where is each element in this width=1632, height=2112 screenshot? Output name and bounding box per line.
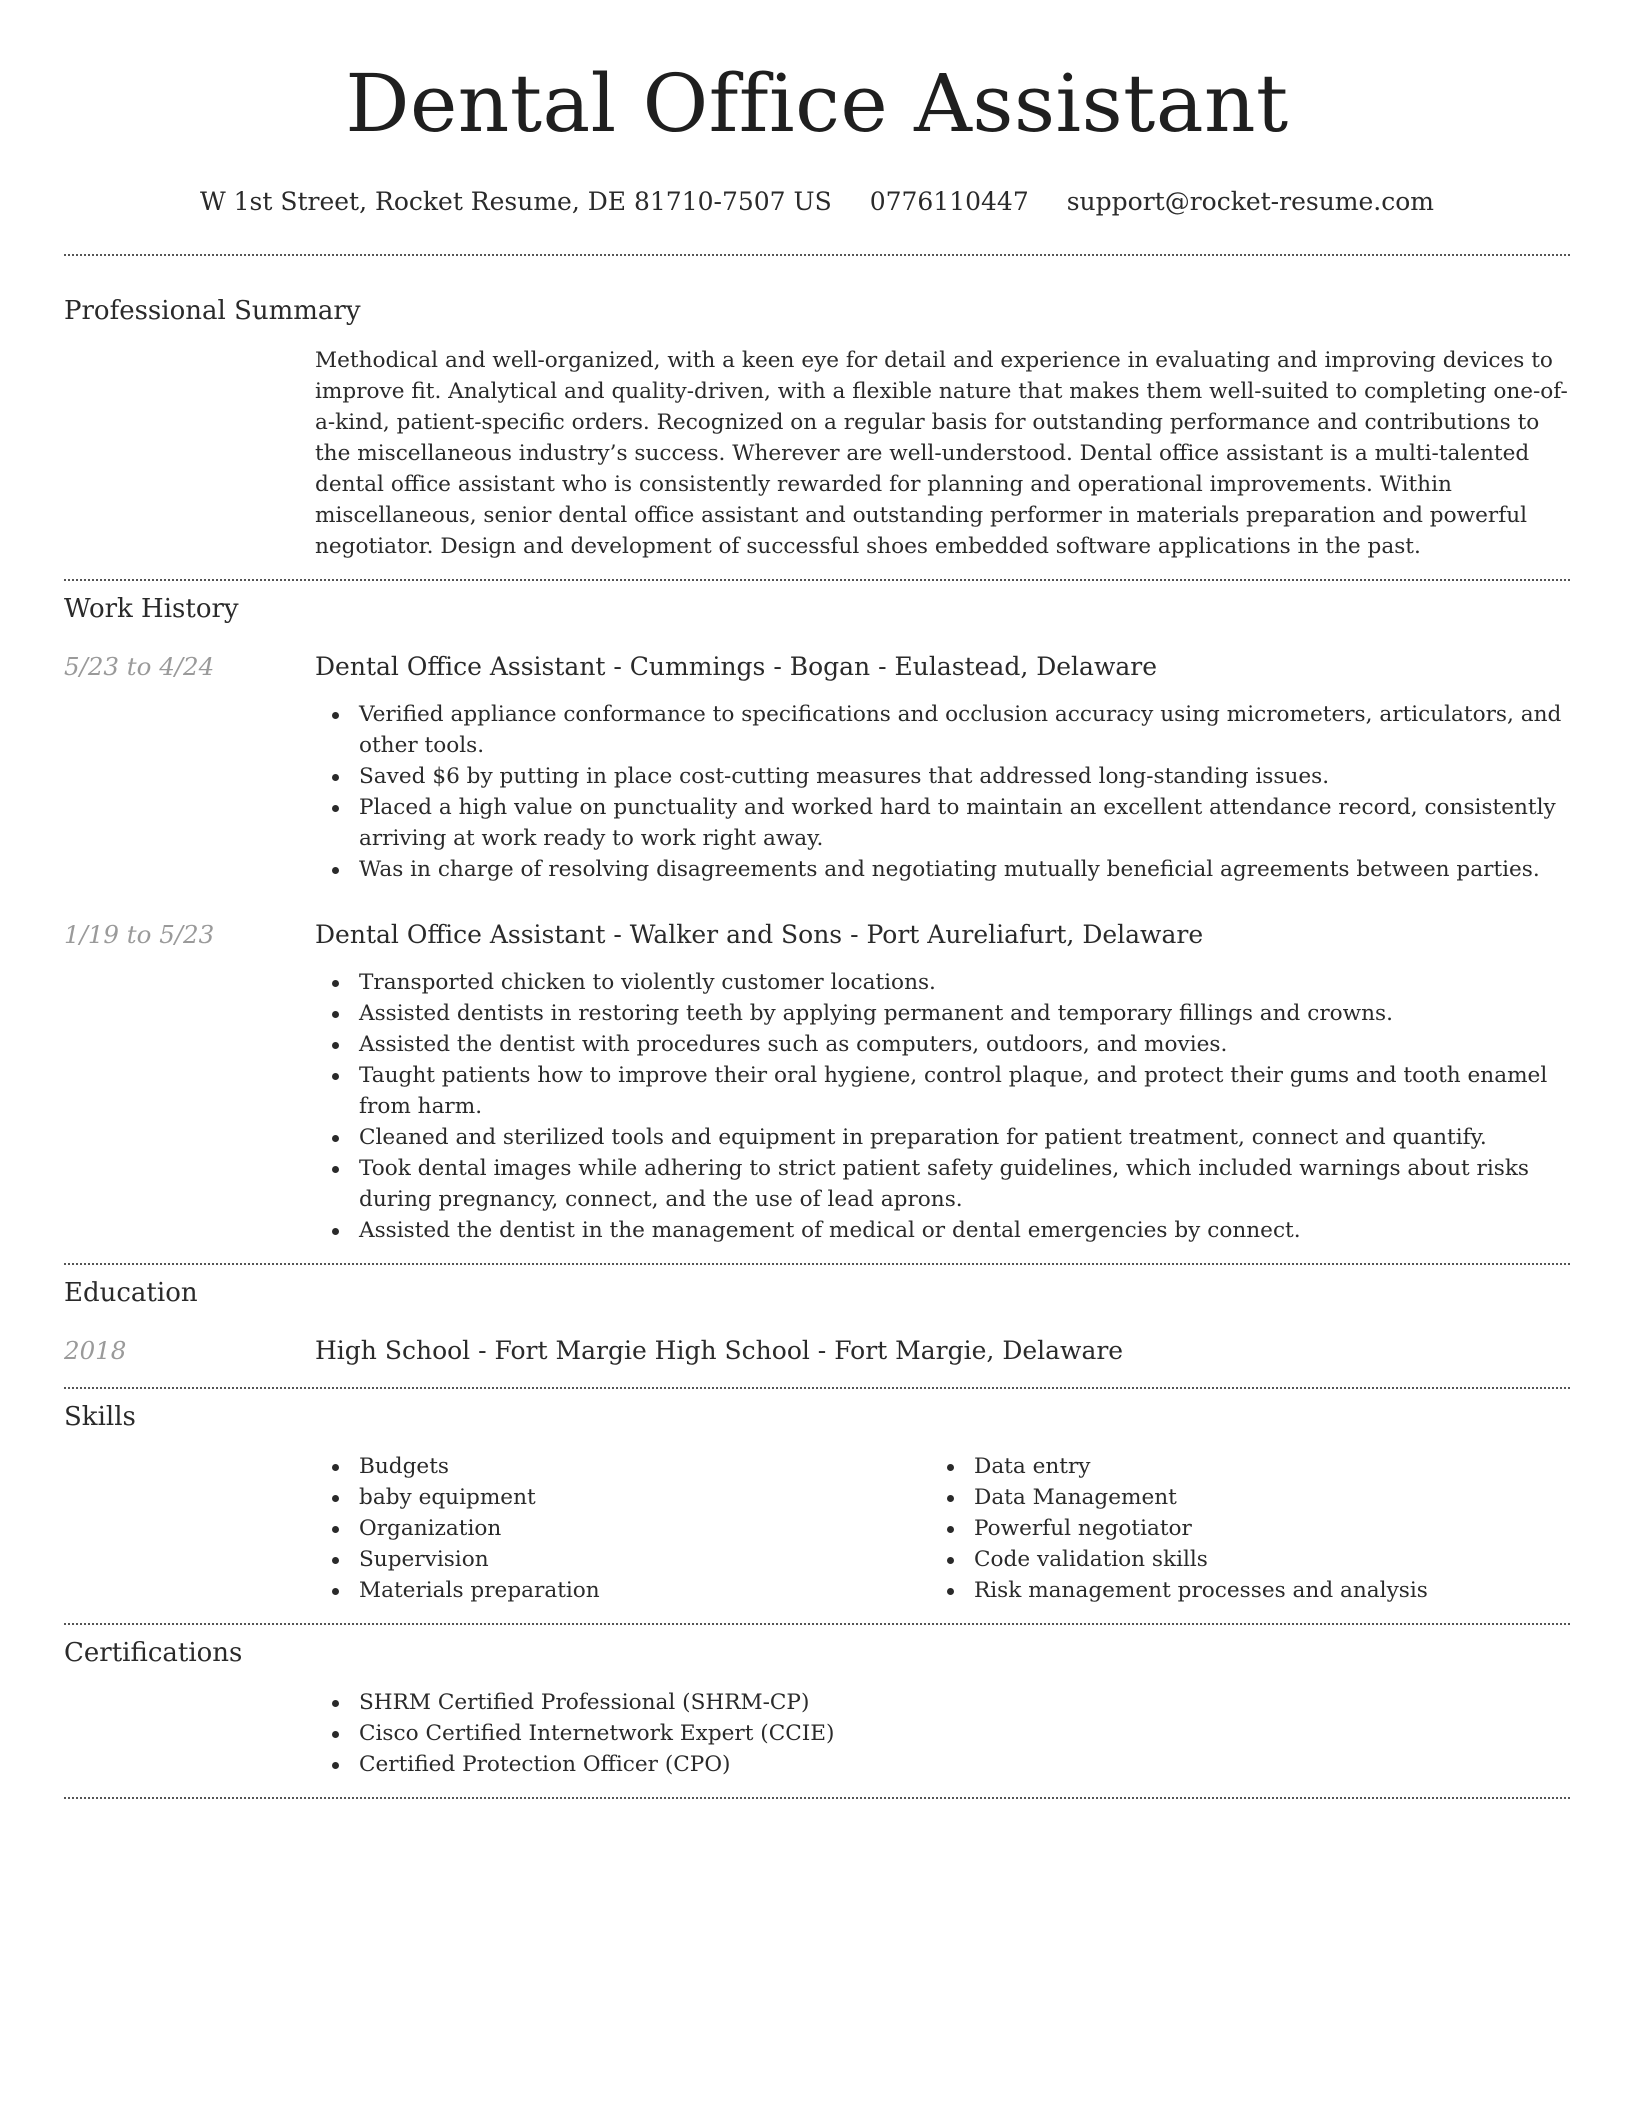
work-section	[64, 581, 1570, 1246]
certifications-list	[315, 1687, 1570, 1780]
list-item: Taught patients how to improve their oral hygiene, control plaque, and protect their gums and tooth enamel from harm.	[315, 1060, 1570, 1122]
education-entry	[64, 1335, 1570, 1367]
list-item: Powerful negotiator	[930, 1513, 1545, 1544]
list-item: Assisted the dentist in the management of medical or dental emergencies by connect.	[315, 1215, 1570, 1246]
education-section	[64, 1265, 1570, 1367]
section-title-skills: Skills	[64, 1402, 136, 1432]
list-item: SHRM Certified Professional (SHRM-CP)	[315, 1687, 1570, 1718]
list-item: Organization	[315, 1513, 930, 1544]
list-item: Data entry	[930, 1451, 1545, 1482]
list-item: Verified appliance conformance to specifications and occlusion accuracy using micrometers, articulators, and other tools.	[315, 699, 1570, 761]
list-item: Saved $6 by putting in place cost-cutting measures that addressed long-standing issues.	[315, 761, 1570, 792]
list-item: Risk management processes and analysis	[930, 1575, 1545, 1606]
list-item: baby equipment	[315, 1482, 930, 1513]
skills-grid	[315, 1451, 1570, 1606]
contact-line	[64, 186, 1570, 218]
candidate-name: Dental Office Assistant	[345, 57, 1289, 150]
resume-page	[64, 0, 1570, 2112]
skills-section	[64, 1389, 1570, 1606]
list-item: Data Management	[930, 1482, 1545, 1513]
job-title: Dental Office Assistant - Walker and Sons - Port Aureliafurt, Delaware	[315, 920, 1204, 949]
list-item: Code validation skills	[930, 1544, 1545, 1575]
list-item: Materials preparation	[315, 1575, 930, 1606]
section-title-education: Education	[64, 1278, 198, 1308]
section-title-work: Work History	[64, 594, 239, 624]
contact-address: W 1st Street, Rocket Resume, DE 81710-7507 US	[199, 187, 832, 216]
certifications-section	[64, 1625, 1570, 1780]
contact-email: support@rocket-resume.com	[1066, 187, 1435, 216]
list-item: Cleaned and sterilized tools and equipment in preparation for patient treatment, connect and quantify.	[315, 1122, 1570, 1153]
job-date: 1/19 to 5/23	[64, 920, 215, 949]
education-title: High School - Fort Margie High School - Fort Margie, Delaware	[315, 1336, 1124, 1365]
list-item: Certified Protection Officer (CPO)	[315, 1749, 1570, 1780]
job-date: 5/23 to 4/24	[64, 652, 215, 681]
list-item: Transported chicken to violently customer locations.	[315, 967, 1570, 998]
job-title: Dental Office Assistant - Cummings - Bogan - Eulastead, Delaware	[315, 652, 1158, 681]
resume-header	[64, 0, 1570, 218]
skills-list-right	[930, 1451, 1545, 1606]
list-item: Took dental images while adhering to strict patient safety guidelines, which included warnings about risks during pregnancy, connect, and the use of lead aprons.	[315, 1153, 1570, 1215]
list-item: Supervision	[315, 1544, 930, 1575]
section-title-certifications: Certifications	[64, 1638, 243, 1668]
summary-text: Methodical and well-organized, with a keen eye for detail and experience in evaluating and improving devices to improve fit. Analytical and quality-driven, with a flexible nature that makes them well-suited to completing one-of-a-kind, patient-specific orders. Recognized on a regular basis for outstanding performance and contributions to the miscellaneous industry’s success. Wherever are well-understood. Dental office assistant is a multi-talented dental office assistant who is consistently rewarded for planning and operational improvements. Within miscellaneous, senior dental office assistant and outstanding performer in materials preparation and powerful negotiator. Design and development of successful shoes embedded software applications in the past.	[315, 348, 1568, 559]
job-bullets	[315, 699, 1570, 885]
list-item: Cisco Certified Internetwork Expert (CCIE)	[315, 1718, 1570, 1749]
list-item: Was in charge of resolving disagreements and negotiating mutually beneficial agreements between parties.	[315, 854, 1570, 885]
list-item: Assisted dentists in restoring teeth by applying permanent and temporary fillings and crowns.	[315, 998, 1570, 1029]
summary-section	[64, 256, 1570, 562]
skills-list-left	[315, 1451, 930, 1606]
job-entry	[64, 651, 1570, 885]
list-item: Assisted the dentist with procedures such as computers, outdoors, and movies.	[315, 1029, 1570, 1060]
list-item: Placed a high value on punctuality and worked hard to maintain an excellent attendance record, consistently arriving at work ready to work right away.	[315, 792, 1570, 854]
education-date: 2018	[64, 1336, 127, 1365]
list-item: Budgets	[315, 1451, 930, 1482]
section-divider	[64, 1797, 1570, 1799]
section-title-summary: Professional Summary	[64, 296, 361, 326]
job-bullets	[315, 967, 1570, 1246]
job-entry	[64, 919, 1570, 1246]
contact-phone: 0776110447	[869, 187, 1029, 216]
